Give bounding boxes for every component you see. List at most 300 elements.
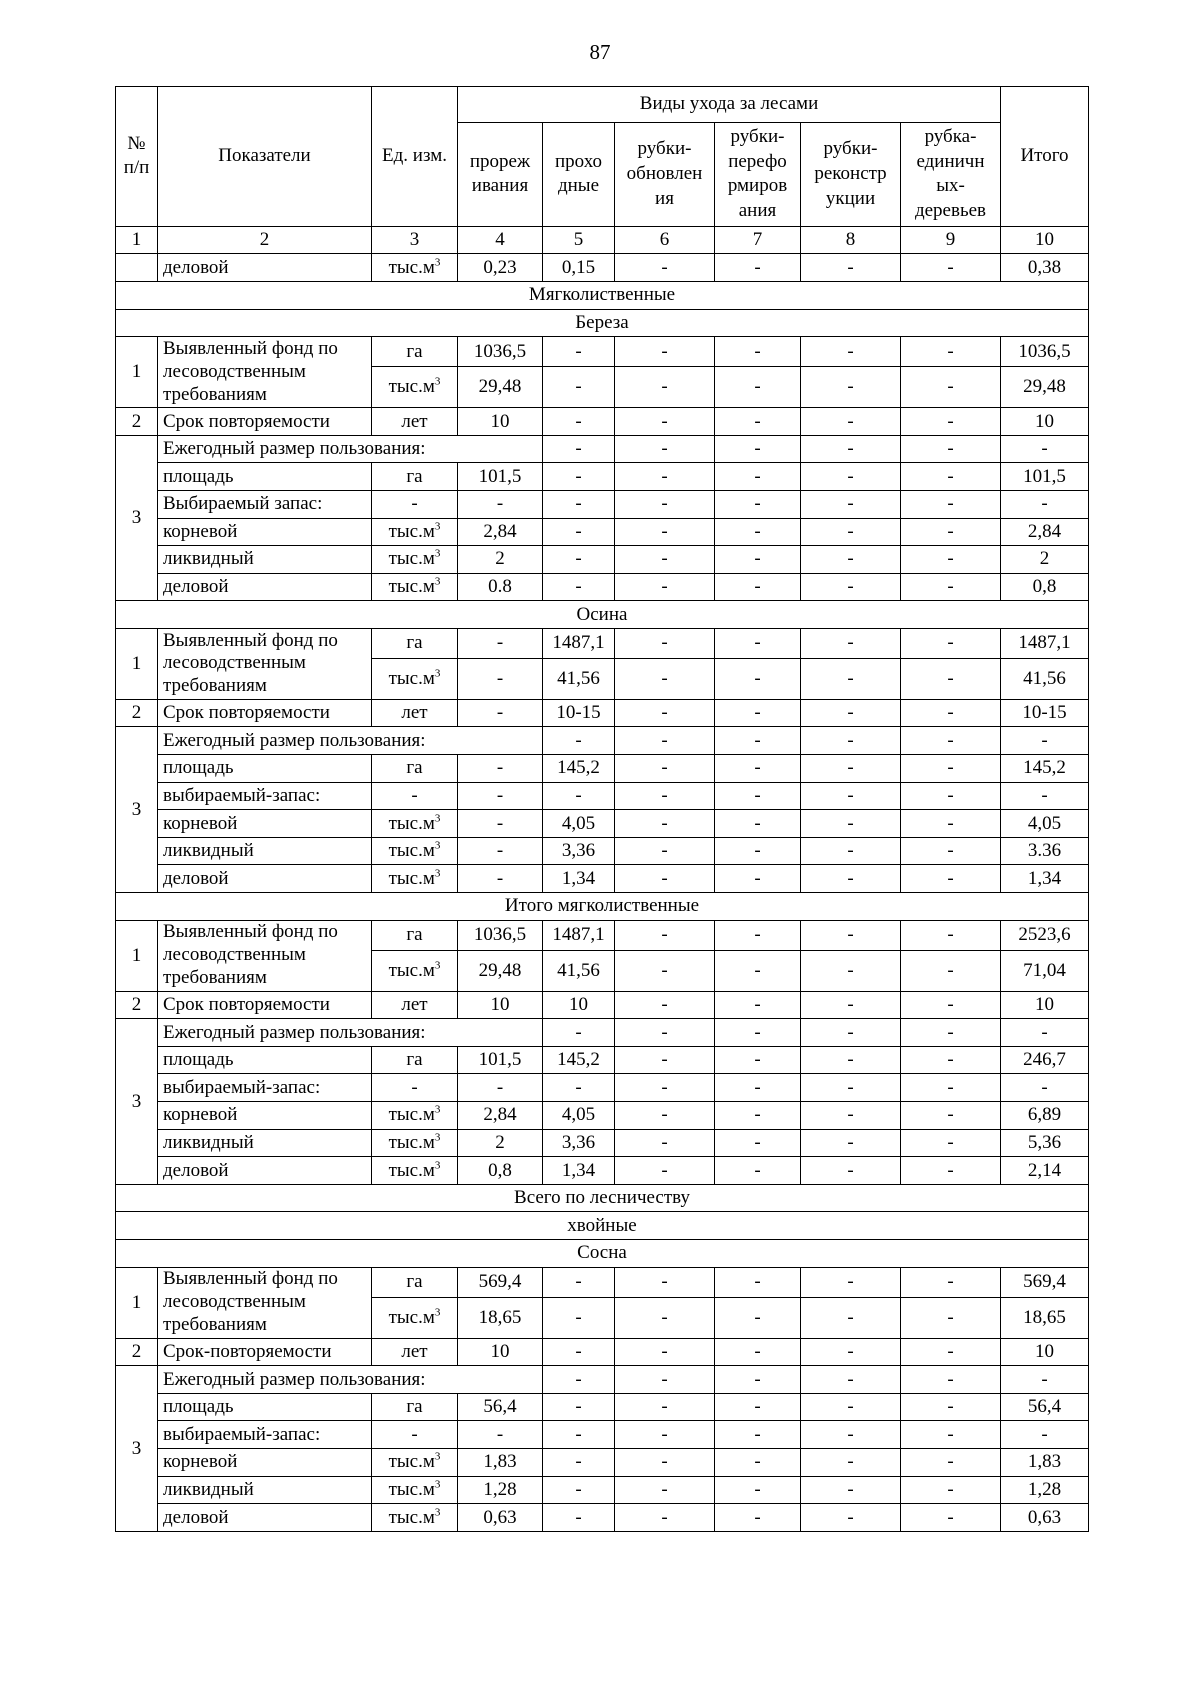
value-cell: - xyxy=(715,1448,801,1476)
value-cell: - xyxy=(458,490,543,518)
value-cell: - xyxy=(1001,1421,1089,1449)
value-cell: - xyxy=(1001,1074,1089,1102)
value-cell: - xyxy=(615,920,715,950)
table-row xyxy=(116,1129,1089,1157)
value-cell: 71,04 xyxy=(1001,950,1089,991)
indicator-label: Выявленный фонд по лесоводственным требованиям xyxy=(158,628,372,699)
value-cell: - xyxy=(715,546,801,574)
value-cell: - xyxy=(801,699,901,727)
value-cell: - xyxy=(615,1448,715,1476)
value-cell: - xyxy=(901,628,1001,658)
value-cell: 0,63 xyxy=(458,1504,543,1532)
value-cell: - xyxy=(901,1393,1001,1421)
value-cell: - xyxy=(615,337,715,367)
column-number: 6 xyxy=(615,226,715,254)
indicator-label: площадь xyxy=(158,755,372,783)
row-number: 3 xyxy=(116,1366,158,1532)
value-cell: - xyxy=(715,837,801,865)
value-cell: - xyxy=(715,991,801,1019)
row-number: 3 xyxy=(116,1019,158,1185)
indicator-label: ликвидный xyxy=(158,837,372,865)
unit-exponent: 3 xyxy=(434,839,441,852)
section-heading-row xyxy=(116,281,1089,309)
row-number: 1 xyxy=(116,1267,158,1338)
unit-text: тыс.м xyxy=(388,1306,435,1328)
value-cell: - xyxy=(715,254,801,282)
unit-exponent: 3 xyxy=(434,1104,441,1117)
value-cell: - xyxy=(1001,782,1089,810)
value-cell: - xyxy=(901,1297,1001,1338)
header-group: Виды ухода за лесами xyxy=(458,87,1001,123)
unit-cell: га xyxy=(372,1393,458,1421)
row-number: 2 xyxy=(116,1338,158,1366)
unit-exponent: 3 xyxy=(434,256,441,269)
value-cell: - xyxy=(801,408,901,436)
value-cell: - xyxy=(543,782,615,810)
value-cell: - xyxy=(615,367,715,408)
value-cell: - xyxy=(901,367,1001,408)
unit-cell xyxy=(372,1157,458,1185)
table-row xyxy=(116,408,1089,436)
table-row xyxy=(116,1019,1089,1047)
value-cell: 145,2 xyxy=(543,1046,615,1074)
value-cell: - xyxy=(615,865,715,893)
column-number: 5 xyxy=(543,226,615,254)
value-cell: 5,36 xyxy=(1001,1129,1089,1157)
table-row xyxy=(116,837,1089,865)
row-number: 1 xyxy=(116,628,158,699)
value-cell: - xyxy=(715,755,801,783)
unit-cell: лет xyxy=(372,408,458,436)
value-cell: - xyxy=(615,810,715,838)
value-cell: 569,4 xyxy=(458,1267,543,1297)
indicator-label: площадь xyxy=(158,1393,372,1421)
value-cell: - xyxy=(801,1448,901,1476)
value-cell: - xyxy=(615,1476,715,1504)
value-cell: - xyxy=(715,628,801,658)
value-cell: 10 xyxy=(458,991,543,1019)
table-row xyxy=(116,1157,1089,1185)
value-cell: - xyxy=(615,782,715,810)
value-cell: - xyxy=(715,658,801,699)
unit-cell: - xyxy=(372,782,458,810)
value-cell: - xyxy=(901,1267,1001,1297)
table-row xyxy=(116,546,1089,574)
unit-text: тыс.м xyxy=(388,256,435,278)
value-cell: - xyxy=(615,1157,715,1185)
unit-cell xyxy=(372,367,458,408)
indicator-label: корневой xyxy=(158,810,372,838)
value-cell: 0,23 xyxy=(458,254,543,282)
indicator-label: площадь xyxy=(158,463,372,491)
unit-exponent: 3 xyxy=(434,667,441,680)
value-cell: - xyxy=(901,810,1001,838)
value-cell: - xyxy=(458,755,543,783)
unit-cell xyxy=(372,1102,458,1130)
value-cell: - xyxy=(901,546,1001,574)
unit-cell: га xyxy=(372,920,458,950)
value-cell: - xyxy=(543,490,615,518)
unit-text: тыс.м xyxy=(388,1451,435,1473)
value-cell: 2 xyxy=(1001,546,1089,574)
value-cell: - xyxy=(901,1448,1001,1476)
unit-cell xyxy=(372,1448,458,1476)
value-cell: 3,36 xyxy=(543,837,615,865)
unit-text: тыс.м xyxy=(388,548,435,570)
value-cell: - xyxy=(1001,490,1089,518)
value-cell: - xyxy=(901,1102,1001,1130)
section-heading: Береза xyxy=(116,309,1089,337)
value-cell: - xyxy=(458,628,543,658)
value-cell: - xyxy=(543,1267,615,1297)
header-total: Итого xyxy=(1001,87,1089,227)
indicator-label: ликвидный xyxy=(158,546,372,574)
value-cell: 56,4 xyxy=(458,1393,543,1421)
value-cell: - xyxy=(615,699,715,727)
header-kind: рубки- перефо рмиров ания xyxy=(715,123,801,227)
row-number: 3 xyxy=(116,727,158,893)
column-number-row xyxy=(116,226,1089,254)
value-cell: - xyxy=(715,1267,801,1297)
header-num: № п/п xyxy=(116,87,158,227)
value-cell: - xyxy=(715,1129,801,1157)
value-cell: - xyxy=(543,518,615,546)
value-cell: 0.8 xyxy=(458,573,543,601)
value-cell: 2 xyxy=(458,1129,543,1157)
value-cell: 1,34 xyxy=(543,1157,615,1185)
forest-care-table xyxy=(115,86,1089,1532)
unit-cell: лет xyxy=(372,699,458,727)
value-cell: - xyxy=(615,1421,715,1449)
value-cell: - xyxy=(543,367,615,408)
value-cell: - xyxy=(543,1338,615,1366)
value-cell: - xyxy=(801,865,901,893)
unit-cell: - xyxy=(372,490,458,518)
value-cell: - xyxy=(901,1129,1001,1157)
value-cell: - xyxy=(801,1366,901,1394)
value-cell: - xyxy=(615,950,715,991)
unit-cell xyxy=(372,810,458,838)
unit-exponent: 3 xyxy=(434,959,441,972)
value-cell: 29,48 xyxy=(458,367,543,408)
value-cell: 3,36 xyxy=(543,1129,615,1157)
indicator-label: корневой xyxy=(158,1102,372,1130)
species-heading-row xyxy=(116,601,1089,629)
value-cell: 1,28 xyxy=(1001,1476,1089,1504)
value-cell: - xyxy=(901,865,1001,893)
table-body xyxy=(116,226,1089,1531)
value-cell: - xyxy=(1001,1019,1089,1047)
unit-cell: га xyxy=(372,1046,458,1074)
value-cell: - xyxy=(543,1393,615,1421)
value-cell: 2 xyxy=(458,546,543,574)
indicator-label: Срок повторяемости xyxy=(158,699,372,727)
table-row xyxy=(116,1504,1089,1532)
value-cell: - xyxy=(801,920,901,950)
value-cell: - xyxy=(901,573,1001,601)
table-row xyxy=(116,1267,1089,1297)
value-cell: - xyxy=(543,727,615,755)
table-row xyxy=(116,573,1089,601)
unit-cell: га xyxy=(372,755,458,783)
row-number: 2 xyxy=(116,408,158,436)
value-cell: - xyxy=(901,755,1001,783)
value-cell: - xyxy=(543,1019,615,1047)
value-cell: - xyxy=(543,1504,615,1532)
table-row xyxy=(116,1393,1089,1421)
value-cell: - xyxy=(801,490,901,518)
value-cell: - xyxy=(615,628,715,658)
table-row xyxy=(116,1046,1089,1074)
indicator-label: выбираемый-запас: xyxy=(158,1421,372,1449)
value-cell: - xyxy=(715,699,801,727)
value-cell: 2,84 xyxy=(1001,518,1089,546)
indicator-label: корневой xyxy=(158,518,372,546)
value-cell: - xyxy=(715,1046,801,1074)
value-cell: - xyxy=(901,408,1001,436)
value-cell: - xyxy=(801,518,901,546)
unit-text: тыс.м xyxy=(388,1159,435,1181)
value-cell: - xyxy=(615,546,715,574)
value-cell: - xyxy=(615,463,715,491)
value-cell: - xyxy=(615,490,715,518)
value-cell: - xyxy=(715,1157,801,1185)
row-number: 1 xyxy=(116,337,158,408)
indicator-label: деловой xyxy=(158,1504,372,1532)
value-cell: - xyxy=(801,1338,901,1366)
value-cell: 1487,1 xyxy=(1001,628,1089,658)
column-number: 8 xyxy=(801,226,901,254)
value-cell: - xyxy=(801,950,901,991)
value-cell: - xyxy=(715,490,801,518)
table-row xyxy=(116,337,1089,367)
table-row xyxy=(116,991,1089,1019)
row-number: 2 xyxy=(116,991,158,1019)
value-cell: - xyxy=(715,463,801,491)
indicator-label: выбираемый-запас: xyxy=(158,782,372,810)
table-row xyxy=(116,463,1089,491)
unit-cell: га xyxy=(372,463,458,491)
header-kind: рубка- единичн ых- деревьев xyxy=(901,123,1001,227)
unit-exponent: 3 xyxy=(434,520,441,533)
page-number: 87 xyxy=(589,40,611,64)
indicator-label: Ежегодный размер пользования: xyxy=(158,1019,543,1047)
value-cell: - xyxy=(615,1102,715,1130)
section-heading: Всего по лесничеству xyxy=(116,1184,1089,1212)
section-heading-row xyxy=(116,1184,1089,1212)
unit-cell xyxy=(372,837,458,865)
value-cell: 4,05 xyxy=(543,810,615,838)
unit-cell: лет xyxy=(372,1338,458,1366)
value-cell: - xyxy=(615,658,715,699)
value-cell: - xyxy=(801,1297,901,1338)
section-heading: Сосна xyxy=(116,1239,1089,1267)
value-cell: - xyxy=(615,254,715,282)
value-cell: 569,4 xyxy=(1001,1267,1089,1297)
value-cell: 10 xyxy=(1001,1338,1089,1366)
value-cell: - xyxy=(458,699,543,727)
value-cell: - xyxy=(801,1393,901,1421)
header-indicators: Показатели xyxy=(158,87,372,227)
value-cell: - xyxy=(543,1366,615,1394)
indicator-label: Срок повторяемости xyxy=(158,991,372,1019)
value-cell: - xyxy=(458,865,543,893)
table-row xyxy=(116,920,1089,950)
value-cell: - xyxy=(901,1019,1001,1047)
value-cell: 2,84 xyxy=(458,1102,543,1130)
table-row xyxy=(116,1102,1089,1130)
value-cell: - xyxy=(901,1338,1001,1366)
value-cell: - xyxy=(615,518,715,546)
value-cell: - xyxy=(901,337,1001,367)
unit-cell: га xyxy=(372,337,458,367)
value-cell: - xyxy=(801,1102,901,1130)
value-cell: - xyxy=(801,755,901,783)
value-cell: - xyxy=(801,1504,901,1532)
value-cell: - xyxy=(715,1102,801,1130)
value-cell: - xyxy=(901,1366,1001,1394)
table-row xyxy=(116,435,1089,463)
section-heading: хвойные xyxy=(116,1212,1089,1240)
unit-cell: га xyxy=(372,628,458,658)
value-cell: 10 xyxy=(1001,408,1089,436)
header-unit: Ед. изм. xyxy=(372,87,458,227)
row-number: 3 xyxy=(116,435,158,601)
column-number: 1 xyxy=(116,226,158,254)
value-cell: - xyxy=(801,254,901,282)
value-cell: - xyxy=(615,1267,715,1297)
value-cell: 1,34 xyxy=(1001,865,1089,893)
value-cell: 41,56 xyxy=(1001,658,1089,699)
unit-cell xyxy=(372,1476,458,1504)
value-cell: - xyxy=(543,408,615,436)
unit-exponent: 3 xyxy=(434,1450,441,1463)
value-cell: 2,14 xyxy=(1001,1157,1089,1185)
value-cell: 10 xyxy=(458,1338,543,1366)
value-cell: - xyxy=(615,1338,715,1366)
value-cell: - xyxy=(801,837,901,865)
indicator-label: деловой xyxy=(158,1157,372,1185)
value-cell: - xyxy=(801,435,901,463)
value-cell: - xyxy=(901,1074,1001,1102)
value-cell: 101,5 xyxy=(1001,463,1089,491)
table-row xyxy=(116,1338,1089,1366)
value-cell: - xyxy=(543,1074,615,1102)
table-row xyxy=(116,628,1089,658)
value-cell: - xyxy=(901,727,1001,755)
value-cell: - xyxy=(901,254,1001,282)
value-cell: 41,56 xyxy=(543,658,615,699)
unit-cell: га xyxy=(372,1267,458,1297)
value-cell: 1,83 xyxy=(1001,1448,1089,1476)
value-cell: - xyxy=(901,1046,1001,1074)
value-cell: - xyxy=(901,1476,1001,1504)
unit-text: тыс.м xyxy=(388,1506,435,1528)
indicator-label: Выявленный фонд по лесоводственным требованиям xyxy=(158,337,372,408)
value-cell: 1036,5 xyxy=(1001,337,1089,367)
value-cell: - xyxy=(715,950,801,991)
value-cell: - xyxy=(615,1393,715,1421)
value-cell: 145,2 xyxy=(543,755,615,783)
value-cell: 0,8 xyxy=(458,1157,543,1185)
column-number: 4 xyxy=(458,226,543,254)
value-cell: - xyxy=(901,699,1001,727)
unit-cell xyxy=(372,254,458,282)
value-cell: - xyxy=(901,518,1001,546)
value-cell: - xyxy=(458,837,543,865)
unit-cell xyxy=(372,546,458,574)
table-row xyxy=(116,254,1089,282)
value-cell: - xyxy=(801,810,901,838)
value-cell: 1,83 xyxy=(458,1448,543,1476)
indicator-label: Срок-повторяемости xyxy=(158,1338,372,1366)
value-cell: - xyxy=(715,727,801,755)
unit-cell xyxy=(372,573,458,601)
indicator-label: Срок повторяемости xyxy=(158,408,372,436)
unit-cell: - xyxy=(372,1421,458,1449)
indicator-label: ликвидный xyxy=(158,1476,372,1504)
value-cell: - xyxy=(543,573,615,601)
value-cell: - xyxy=(715,810,801,838)
value-cell: - xyxy=(801,1421,901,1449)
unit-exponent: 3 xyxy=(434,1306,441,1319)
unit-exponent: 3 xyxy=(434,375,441,388)
indicator-label: деловой xyxy=(158,573,372,601)
row-number xyxy=(116,254,158,282)
value-cell: - xyxy=(543,1297,615,1338)
value-cell: 1,34 xyxy=(543,865,615,893)
value-cell: - xyxy=(458,782,543,810)
value-cell: - xyxy=(615,1046,715,1074)
value-cell: - xyxy=(901,991,1001,1019)
unit-text: тыс.м xyxy=(388,667,435,689)
value-cell: - xyxy=(901,1421,1001,1449)
value-cell: 10-15 xyxy=(1001,699,1089,727)
indicator-label: Выбираемый запас: xyxy=(158,490,372,518)
value-cell: 29,48 xyxy=(1001,367,1089,408)
value-cell: - xyxy=(901,1157,1001,1185)
value-cell: - xyxy=(615,1019,715,1047)
value-cell: - xyxy=(801,1157,901,1185)
value-cell: 10 xyxy=(543,991,615,1019)
value-cell: - xyxy=(715,367,801,408)
value-cell: 101,5 xyxy=(458,463,543,491)
value-cell: - xyxy=(543,546,615,574)
value-cell: - xyxy=(901,490,1001,518)
value-cell: 1487,1 xyxy=(543,628,615,658)
table-row xyxy=(116,1476,1089,1504)
section-heading: Мягколиственные xyxy=(116,281,1089,309)
value-cell: - xyxy=(801,463,901,491)
value-cell: - xyxy=(715,1338,801,1366)
value-cell: - xyxy=(901,1504,1001,1532)
value-cell: - xyxy=(543,1448,615,1476)
value-cell: - xyxy=(1001,1366,1089,1394)
value-cell: - xyxy=(801,782,901,810)
value-cell: - xyxy=(901,837,1001,865)
column-number: 10 xyxy=(1001,226,1089,254)
value-cell: - xyxy=(715,865,801,893)
unit-text: тыс.м xyxy=(388,1104,435,1126)
value-cell: - xyxy=(801,991,901,1019)
value-cell: - xyxy=(801,546,901,574)
column-number: 3 xyxy=(372,226,458,254)
table-row xyxy=(116,782,1089,810)
value-cell: 1,28 xyxy=(458,1476,543,1504)
species-heading-row xyxy=(116,309,1089,337)
species-heading-row xyxy=(116,893,1089,921)
value-cell: 101,5 xyxy=(458,1046,543,1074)
